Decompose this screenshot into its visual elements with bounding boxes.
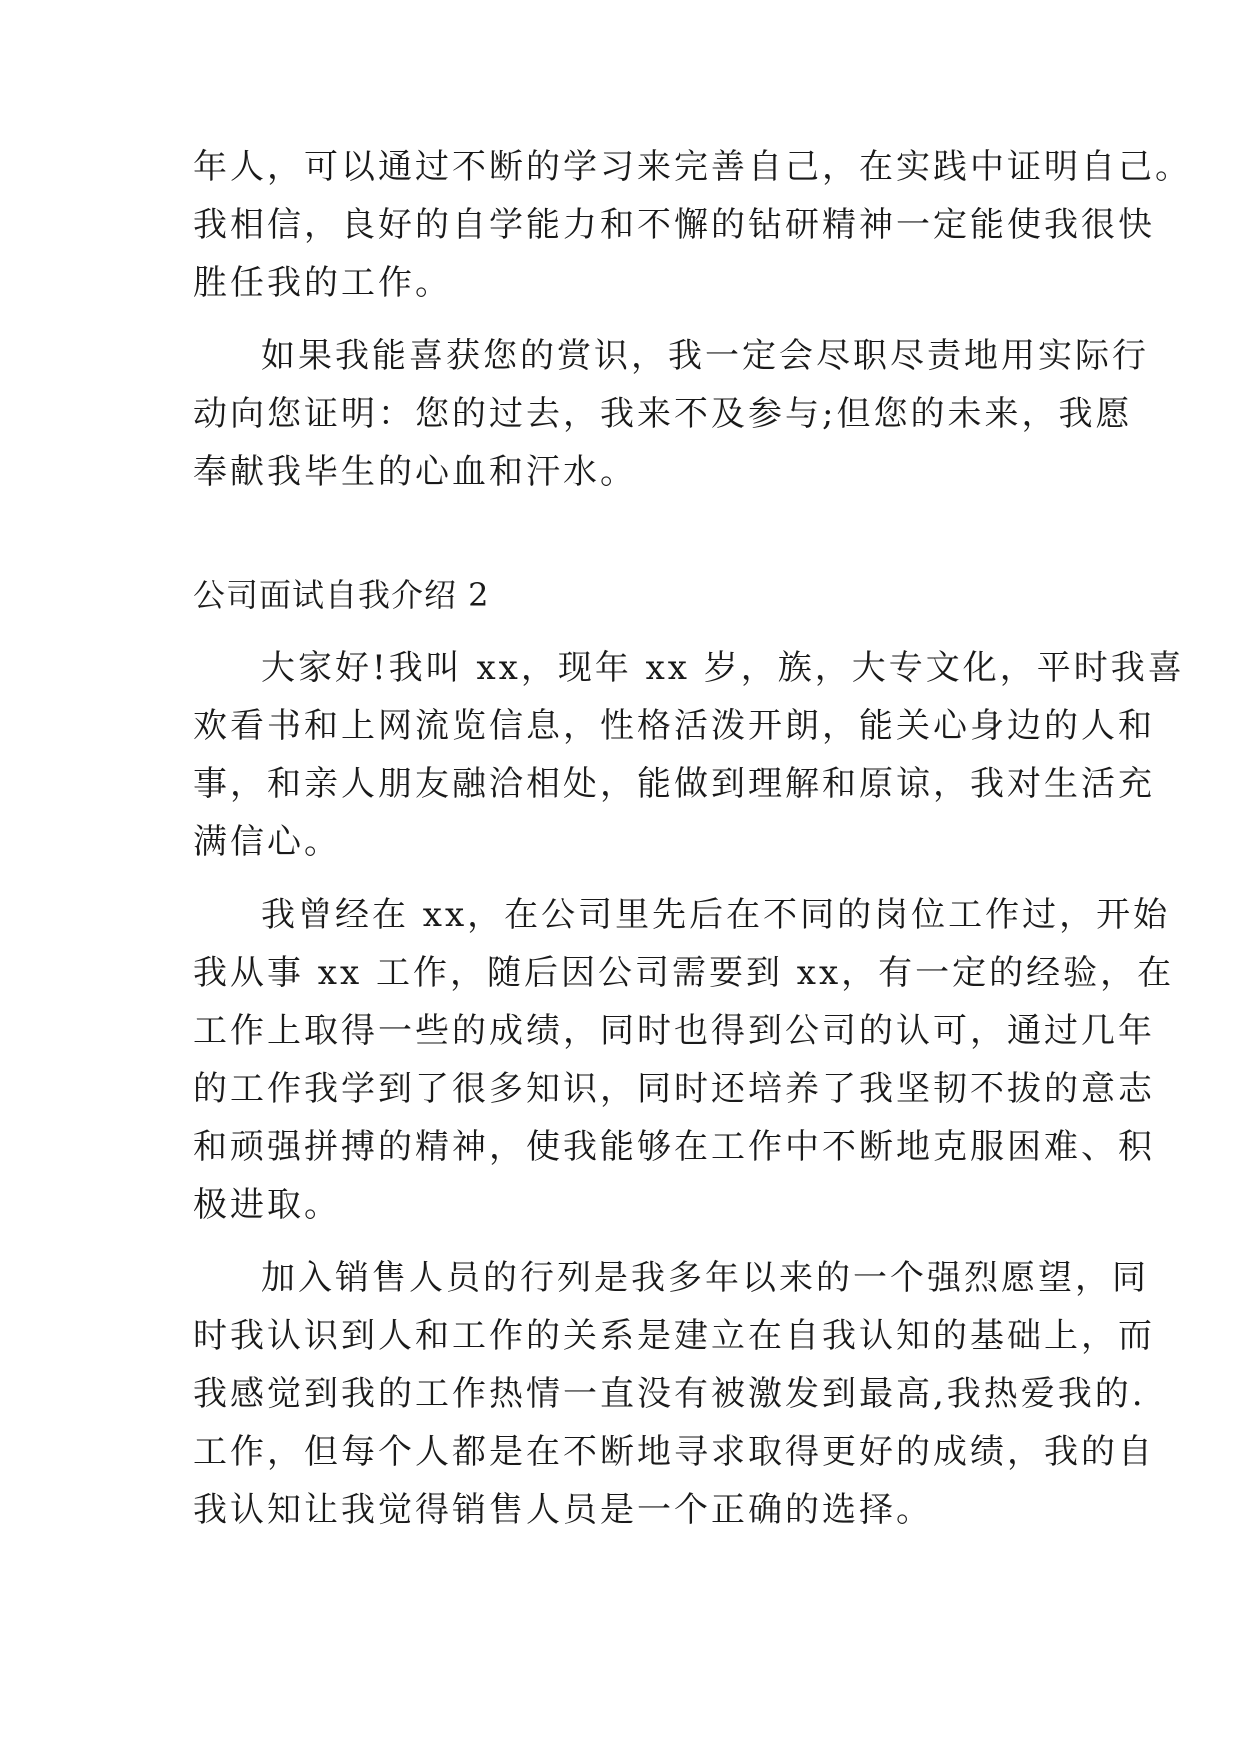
paragraph-line: 极进取。: [193, 1185, 341, 1225]
section-title: 公司面试自我介绍 2: [193, 576, 490, 614]
paragraph-spacer: [193, 312, 1053, 327]
paragraph-1: [193, 138, 1192, 312]
paragraph-line: 我从事 xx 工作，随后因公司需要到 xx，有一定的经验，在: [193, 953, 1175, 993]
paragraph-line: 满信心。: [193, 822, 341, 862]
paragraph-spacer: [193, 871, 1053, 886]
paragraph-line: 时我认识到人和工作的关系是建立在自我认知的基础上，而: [193, 1316, 1155, 1356]
paragraph-line: 奉献我毕生的心血和汗水。: [193, 452, 637, 492]
paragraph-4: [193, 886, 1175, 1234]
paragraph-5: [193, 1249, 1155, 1539]
paragraph-line: 事，和亲人朋友融洽相处，能做到理解和原谅，我对生活充: [193, 764, 1155, 804]
paragraph-line: 动向您证明：您的过去，我来不及参与;但您的未来，我愿: [193, 394, 1133, 434]
paragraph-spacer: [193, 1234, 1053, 1249]
section-spacer: [193, 501, 1053, 566]
paragraph-line: 我感觉到我的工作热情一直没有被激发到最高,我热爱我的.: [193, 1374, 1146, 1414]
paragraph-line: 如果我能喜获您的赏识，我一定会尽职尽责地用实际行: [261, 336, 1149, 376]
paragraph-line: 加入销售人员的行列是我多年以来的一个强烈愿望，同: [261, 1258, 1149, 1298]
paragraph-line: 欢看书和上网流览信息，性格活泼开朗，能关心身边的人和: [193, 706, 1155, 746]
paragraph-line: 工作上取得一些的成绩，同时也得到公司的认可，通过几年: [193, 1011, 1155, 1051]
paragraph-line: 我曾经在 xx，在公司里先后在不同的岗位工作过，开始: [261, 895, 1171, 935]
paragraph-line: 胜任我的工作。: [193, 263, 452, 303]
paragraph-3: [193, 639, 1185, 871]
paragraph-line: 工作，但每个人都是在不断地寻求取得更好的成绩，我的自: [193, 1432, 1155, 1472]
paragraph-line: 和顽强拼搏的精神，使我能够在工作中不断地克服困难、积: [193, 1127, 1155, 1167]
paragraph-line: 大家好!我叫 xx，现年 xx 岁，族，大专文化，平时我喜: [261, 648, 1185, 688]
paragraph-line: 我相信，良好的自学能力和不懈的钻研精神一定能使我很快: [193, 205, 1155, 245]
paragraph-line: 年人，可以通过不断的学习来完善自己，在实践中证明自己。: [193, 147, 1192, 187]
paragraph-line: 我认知让我觉得销售人员是一个正确的选择。: [193, 1490, 933, 1530]
paragraph-2: [193, 327, 1149, 501]
paragraph-spacer: [193, 624, 1053, 639]
paragraph-line: 的工作我学到了很多知识，同时还培养了我坚韧不拔的意志: [193, 1069, 1155, 1109]
document-body: [193, 138, 1192, 1539]
